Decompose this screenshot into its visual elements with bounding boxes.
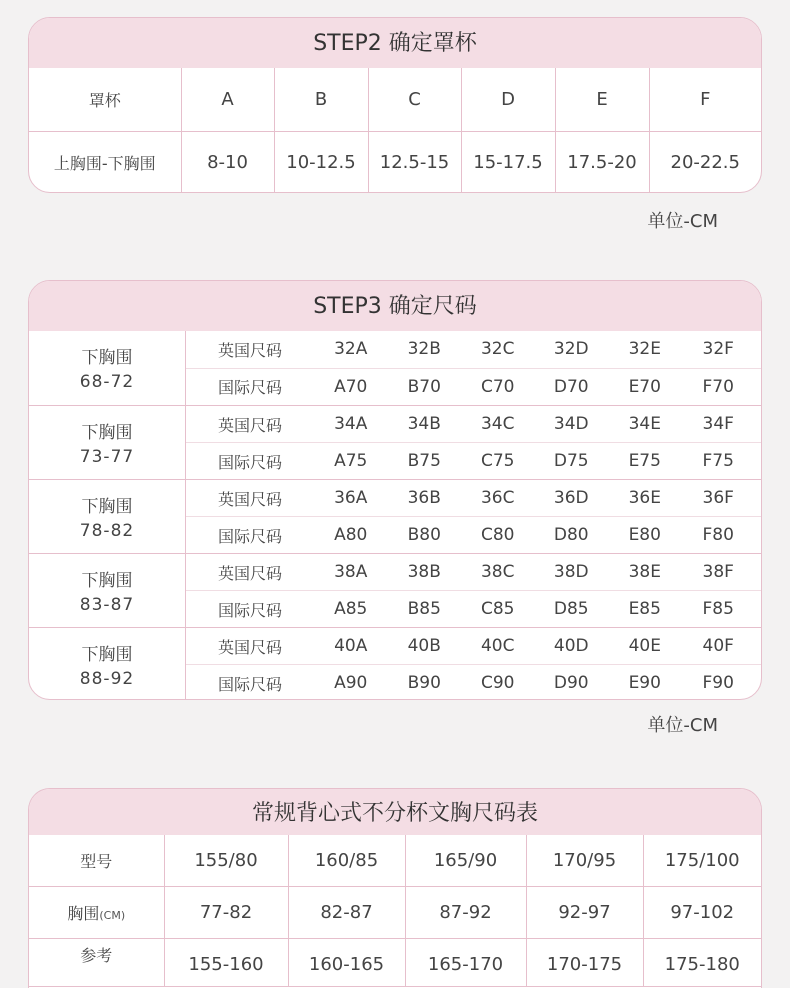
size-group xyxy=(29,331,761,405)
table-row xyxy=(186,664,761,700)
uk-size-cell: 40E xyxy=(628,636,661,656)
table-row xyxy=(29,835,761,886)
cup-cell: E xyxy=(555,68,649,131)
table-row xyxy=(186,516,761,553)
intl-size-cell: D80 xyxy=(553,525,589,545)
cup-cell: A xyxy=(181,68,274,131)
underbust-range: 88-92 xyxy=(79,668,135,689)
underbust-range: 78-82 xyxy=(79,520,135,541)
underbust-range: 68-72 xyxy=(79,372,135,392)
intl-size-cell: A80 xyxy=(334,525,368,545)
intl-size-cell: E85 xyxy=(628,599,661,619)
uk-size-cell: 34F xyxy=(702,414,734,434)
chest-cell: 97-102 xyxy=(643,886,761,938)
uk-size-cell: 34D xyxy=(553,414,589,434)
intl-size-label: 国际尺码 xyxy=(217,378,282,398)
intl-size-cell: E70 xyxy=(628,376,661,397)
vest-size-card xyxy=(28,788,762,988)
intl-size-cell: B75 xyxy=(407,451,441,471)
reference-cell: 170-175 xyxy=(526,938,643,986)
intl-size-label: 国际尺码 xyxy=(217,600,282,620)
size-group xyxy=(29,479,761,553)
underbust-label-text: 下胸围 xyxy=(81,422,133,443)
model-cell: 160/85 xyxy=(288,835,405,886)
cup-size-title: STEP2 确定罩杯 xyxy=(29,18,761,68)
reference-cell: 165-170 xyxy=(405,938,526,986)
table-row xyxy=(186,406,761,442)
intl-size-cell: C90 xyxy=(480,673,515,693)
intl-size-cell: A70 xyxy=(334,376,368,397)
intl-size-cell: D75 xyxy=(553,451,589,471)
intl-size-cell: B85 xyxy=(407,599,441,619)
difference-cell: 17.5-20 xyxy=(555,131,649,193)
uk-size-cell: 38C xyxy=(480,562,515,582)
intl-size-label: 国际尺码 xyxy=(217,526,282,546)
uk-size-cell: 38A xyxy=(334,562,368,582)
uk-size-cell: 32C xyxy=(480,339,515,360)
size-groups xyxy=(29,331,761,700)
difference-cell: 12.5-15 xyxy=(368,131,461,193)
reference-cell: 155-160 xyxy=(164,938,288,986)
table-row xyxy=(186,628,761,664)
uk-size-label: 英国尺码 xyxy=(217,563,282,583)
intl-size-cell: B90 xyxy=(407,673,441,693)
difference-cell: 8-10 xyxy=(181,131,274,193)
table-row xyxy=(29,886,761,938)
uk-size-cell: 36C xyxy=(480,488,515,508)
uk-size-cell: 32D xyxy=(553,339,589,360)
table-row xyxy=(186,442,761,479)
uk-size-cell: 34A xyxy=(334,414,368,434)
difference-cell: 10-12.5 xyxy=(274,131,368,193)
table-row xyxy=(186,480,761,516)
underbust-label-text: 下胸围 xyxy=(81,496,133,517)
underbust-label xyxy=(29,331,186,405)
underbust-label-text: 下胸围 xyxy=(81,570,133,591)
reference-label: 参考 xyxy=(29,938,164,986)
table-row xyxy=(29,68,761,131)
chest-label-text: 胸围 xyxy=(67,903,100,923)
uk-size-cell: 40D xyxy=(553,636,589,656)
intl-size-cell: F70 xyxy=(702,376,734,397)
uk-size-cell: 32A xyxy=(334,339,368,360)
intl-size-cell: C70 xyxy=(480,376,515,397)
chest-cell: 82-87 xyxy=(288,886,405,938)
reference-cell: 175-180 xyxy=(643,938,761,986)
intl-size-cell: D90 xyxy=(553,673,589,693)
cup-size-table xyxy=(29,68,761,193)
uk-size-cell: 36D xyxy=(553,488,589,508)
uk-size-cell: 32E xyxy=(628,339,661,360)
size-group xyxy=(29,627,761,700)
cup-cell: B xyxy=(274,68,368,131)
model-cell: 175/100 xyxy=(643,835,761,886)
uk-size-cell: 38D xyxy=(553,562,589,582)
table-row xyxy=(186,331,761,368)
difference-label: 上胸围-下胸围 xyxy=(29,131,181,193)
table-row xyxy=(29,131,761,193)
cup-cell: C xyxy=(368,68,461,131)
underbust-label-text: 下胸围 xyxy=(81,644,133,665)
uk-size-cell: 34B xyxy=(407,414,441,434)
model-cell: 155/80 xyxy=(164,835,288,886)
intl-size-cell: C75 xyxy=(480,451,515,471)
uk-size-cell: 40F xyxy=(702,636,734,656)
uk-size-label: 英国尺码 xyxy=(217,415,282,435)
chest-cell: 92-97 xyxy=(526,886,643,938)
chest-cell: 77-82 xyxy=(164,886,288,938)
cup-header-label: 罩杯 xyxy=(29,68,181,131)
intl-size-label: 国际尺码 xyxy=(217,674,282,694)
intl-size-label: 国际尺码 xyxy=(217,452,282,472)
unit-note: 单位-CM xyxy=(647,211,718,232)
intl-size-cell: E80 xyxy=(628,525,661,545)
uk-size-cell: 32F xyxy=(702,339,734,360)
intl-size-cell: A90 xyxy=(334,673,368,693)
unit-note: 单位-CM xyxy=(647,715,718,736)
uk-size-cell: 38E xyxy=(628,562,661,582)
intl-size-cell: F75 xyxy=(702,451,734,471)
intl-size-cell: E75 xyxy=(628,451,661,471)
uk-size-cell: 36E xyxy=(628,488,661,508)
underbust-range: 73-77 xyxy=(79,446,135,467)
intl-size-cell: C80 xyxy=(480,525,515,545)
cup-size-card xyxy=(28,17,762,193)
size-conversion-title: STEP3 确定尺码 xyxy=(29,281,761,331)
model-cell: 170/95 xyxy=(526,835,643,886)
intl-size-cell: B70 xyxy=(407,376,441,397)
uk-size-cell: 40C xyxy=(480,636,515,656)
intl-size-cell: D85 xyxy=(553,599,589,619)
uk-size-cell: 34C xyxy=(480,414,515,434)
size-conversion-card xyxy=(28,280,762,700)
underbust-label xyxy=(29,406,186,479)
uk-size-cell: 32B xyxy=(407,339,441,360)
intl-size-cell: B80 xyxy=(407,525,441,545)
uk-size-cell: 38F xyxy=(702,562,734,582)
intl-size-cell: F80 xyxy=(702,525,734,545)
uk-size-cell: 34E xyxy=(628,414,661,434)
underbust-label xyxy=(29,554,186,627)
uk-size-cell: 36F xyxy=(702,488,734,508)
uk-size-cell: 36A xyxy=(334,488,368,508)
uk-size-label: 英国尺码 xyxy=(217,340,282,360)
chest-label xyxy=(29,886,164,938)
difference-cell: 15-17.5 xyxy=(461,131,555,193)
underbust-range: 83-87 xyxy=(79,594,135,615)
table-row xyxy=(186,554,761,590)
underbust-label xyxy=(29,628,186,700)
uk-size-cell: 38B xyxy=(407,562,441,582)
chest-unit: (CM) xyxy=(99,908,126,922)
intl-size-cell: D70 xyxy=(553,376,589,397)
uk-size-cell: 36B xyxy=(407,488,441,508)
intl-size-cell: C85 xyxy=(480,599,515,619)
size-group xyxy=(29,405,761,479)
vest-size-table xyxy=(29,835,761,987)
uk-size-cell: 40A xyxy=(334,636,368,656)
cup-cell: F xyxy=(649,68,761,131)
table-row xyxy=(186,590,761,627)
model-cell: 165/90 xyxy=(405,835,526,886)
intl-size-cell: A75 xyxy=(334,451,368,471)
uk-size-label: 英国尺码 xyxy=(217,489,282,509)
cup-cell: D xyxy=(461,68,555,131)
underbust-label-text: 下胸围 xyxy=(81,348,133,368)
intl-size-cell: A85 xyxy=(334,599,368,619)
model-label: 型号 xyxy=(29,835,164,886)
intl-size-cell: F85 xyxy=(702,599,734,619)
intl-size-cell: E90 xyxy=(628,673,661,693)
underbust-label xyxy=(29,480,186,553)
intl-size-cell: F90 xyxy=(702,673,734,693)
uk-size-label: 英国尺码 xyxy=(217,637,282,657)
table-row xyxy=(186,368,761,406)
chest-cell: 87-92 xyxy=(405,886,526,938)
size-group xyxy=(29,553,761,627)
uk-size-cell: 40B xyxy=(407,636,441,656)
reference-cell: 160-165 xyxy=(288,938,405,986)
table-row xyxy=(29,938,761,986)
vest-size-title: 常规背心式不分杯文胸尺码表 xyxy=(29,789,761,835)
difference-cell: 20-22.5 xyxy=(670,151,740,173)
